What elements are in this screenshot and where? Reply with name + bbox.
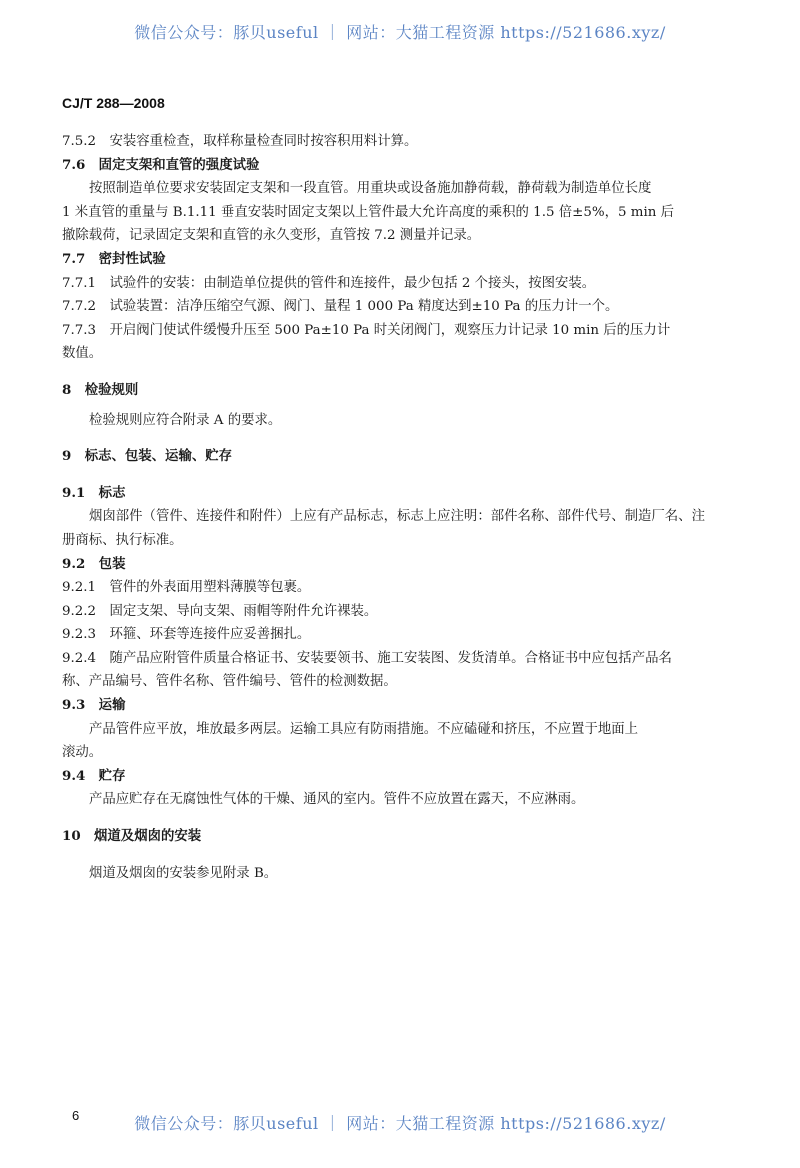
clause-8-para: 检验规则应符合附录 A 的要求。 — [89, 412, 282, 428]
clause-9-2-1: 9.2.1 管件的外表面用塑料薄膜等包裹。 — [62, 580, 311, 596]
clause-9-1-para-line1: 烟囱部件（管件、连接件和附件）上应有产品标志，标志上应注明：部件名称、部件代号、制造厂名、注 — [89, 509, 705, 525]
heading-9: 9 标志、包装、运输、贮存 — [62, 448, 233, 465]
clause-7-7-2: 7.7.2 试验装置：洁净压缩空气源、阀门、量程 1 000 Pa 精度达到±10 Pa 的压力计一个。 — [62, 299, 619, 315]
page-number: 6 — [72, 1108, 80, 1123]
clause-10-para: 烟道及烟囱的安装参见附录 B。 — [89, 865, 278, 881]
document-body — [62, 130, 742, 885]
heading-9-4: 9.4 贮存 — [62, 767, 126, 784]
heading-7-7: 7.7 密封性试验 — [62, 250, 166, 267]
heading-9-1: 9.1 标志 — [62, 484, 126, 501]
standard-code: CJ/T 288—2008 — [62, 95, 165, 111]
watermark-bottom: 微信公众号：豚贝useful ｜ 网站：大猫工程资源 https://521686.xyz/ — [134, 1114, 666, 1133]
clause-9-2-3: 9.2.3 环箍、环套等连接件应妥善捆扎。 — [62, 627, 311, 643]
clause-7-6-para-line2: 1 米直管的重量与 B.1.11 垂直安装时固定支架以上管件最大允许高度的乘积的 1.5 倍±5%，5 min 后 — [62, 204, 674, 220]
watermark-top: 微信公众号：豚贝useful ｜ 网站：大猫工程资源 https://521686.xyz/ — [134, 23, 666, 42]
clause-7-6-para-line3: 撤除载荷，记录固定支架和直管的永久变形，直管按 7.2 测量并记录。 — [62, 228, 481, 244]
clause-7-7-3-line1: 7.7.3 开启阀门使试件缓慢升压至 500 Pa±10 Pa 时关闭阀门，观察压力计记录 10 min 后的压力计 — [62, 322, 671, 338]
heading-10: 10 烟道及烟囱的安装 — [62, 828, 202, 845]
heading-8: 8 检验规则 — [62, 381, 139, 398]
clause-9-2-4-line1: 9.2.4 随产品应附管件质量合格证书、安装要领书、施工安装图、发货清单。合格证书中应包括产品名 — [62, 650, 672, 666]
clause-9-1-para-line2: 册商标、执行标准。 — [62, 532, 183, 548]
clause-7-6-para-line1: 按照制造单位要求安装固定支架和一段直管。用重块或设备施加静荷载，静荷载为制造单位长度 — [89, 181, 652, 197]
clause-9-2-4-line2: 称、产品编号、管件名称、管件编号、管件的检测数据。 — [62, 674, 397, 690]
clause-7-7-1: 7.7.1 试验件的安装：由制造单位提供的管件和连接件，最少包括 2 个接头，按图安装。 — [62, 275, 596, 291]
clause-9-4-para: 产品应贮存在无腐蚀性气体的干燥、通风的室内。管件不应放置在露天，不应淋雨。 — [89, 792, 585, 808]
clause-7-5-2: 7.5.2 安装容重检查，取样称量检查同时按容积用料计算。 — [62, 134, 418, 149]
heading-9-2: 9.2 包装 — [62, 555, 126, 572]
heading-9-3: 9.3 运输 — [62, 697, 126, 714]
clause-9-3-para-line1: 产品管件应平放，堆放最多两层。运输工具应有防雨措施。不应磕碰和挤压，不应置于地面上 — [89, 721, 639, 737]
clause-9-2-2: 9.2.2 固定支架、导向支架、雨帽等附件允许裸装。 — [62, 603, 378, 619]
clause-7-7-3-line2: 数值。 — [62, 346, 103, 362]
clause-9-3-para-line2: 滚动。 — [62, 745, 103, 761]
heading-7-6: 7.6 固定支架和直管的强度试验 — [62, 156, 260, 173]
